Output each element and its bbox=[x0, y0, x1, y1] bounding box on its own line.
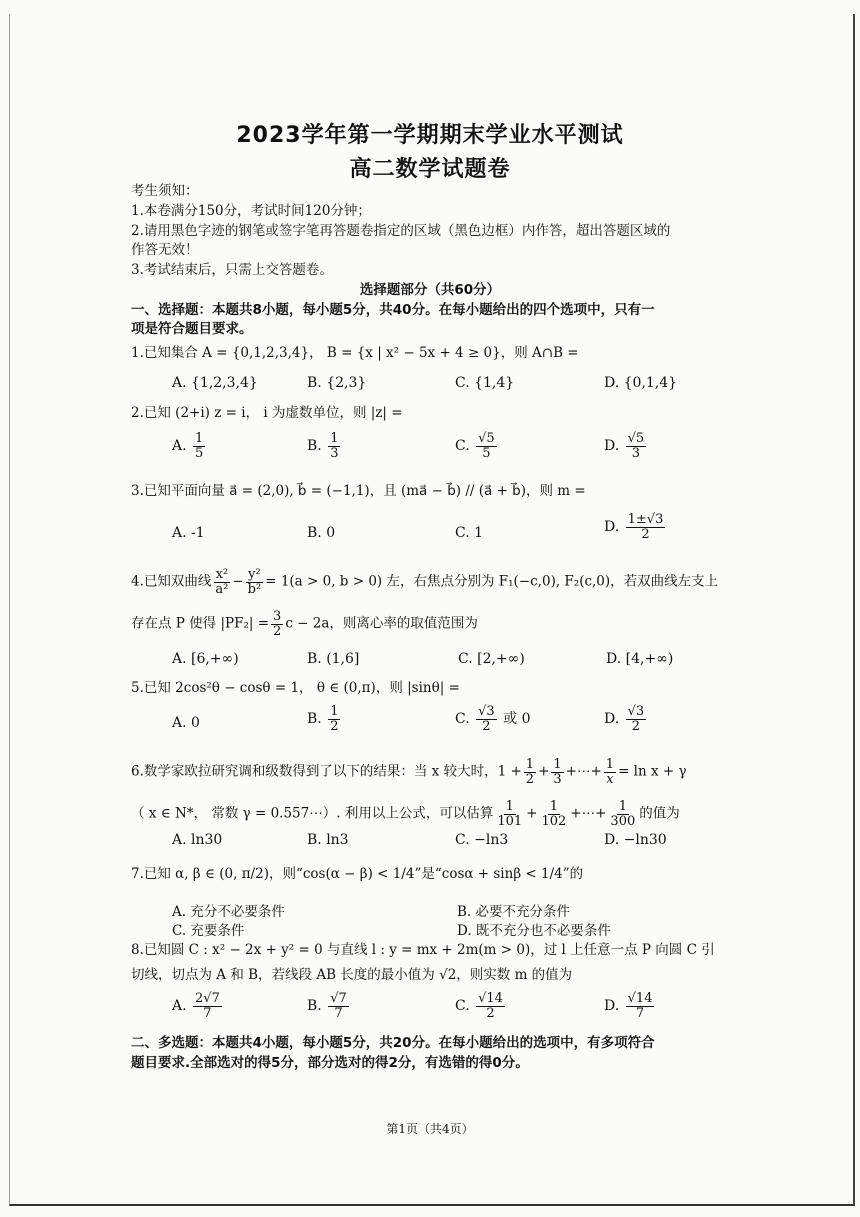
q8-option-b: B. $\frac{√7}{7}$ bbox=[307, 991, 347, 1021]
q1-option-a: A. {1,2,3,4} bbox=[172, 375, 258, 391]
q8-option-d: D. $\frac{√14}{7}$ bbox=[604, 991, 653, 1021]
q1-stem: 1.已知集合 A = {0,1,2,3,4}， B = {x | x² − 5x + 4 ≥ 0}，则 A∩B = bbox=[131, 345, 579, 361]
q4-option-b: B. (1,6] bbox=[307, 651, 360, 667]
q1-option-b: B. {2,3} bbox=[307, 375, 367, 391]
part2-line2: 题目要求.全部选对的得5分，部分选对的得2分，有选错的得0分。 bbox=[131, 1055, 529, 1071]
notice-3: 3.考试结束后，只需上交答题卷。 bbox=[131, 262, 333, 278]
q4-option-d: D. [4,+∞) bbox=[606, 651, 674, 667]
q2-option-d: D. $\frac{√5}{3}$ bbox=[604, 431, 645, 461]
part2-line1: 二、多选题：本题共4小题，每小题5分，共20分。在每小题给出的选项中，有多项符合 bbox=[131, 1035, 655, 1051]
q6-option-c: C. −ln3 bbox=[455, 832, 509, 848]
q5-stem: 5.已知 2cos²θ − cosθ = 1， θ ∈ (0,π)，则 |sinθ| = bbox=[131, 680, 460, 696]
q7-option-d: D. 既不充分也不必要条件 bbox=[457, 923, 611, 939]
part1-line2: 项是符合题目要求。 bbox=[131, 321, 253, 337]
q8-option-c: C. $\frac{√14}{2}$ bbox=[455, 991, 503, 1021]
q7-option-a: A. 充分不必要条件 bbox=[172, 904, 285, 920]
q3-option-a: A. -1 bbox=[172, 525, 205, 541]
notice-heading: 考生须知： bbox=[131, 183, 199, 199]
q6-option-d: D. −ln30 bbox=[604, 832, 667, 848]
exam-title: 2023学年第一学期期末学业水平测试 bbox=[236, 123, 624, 148]
q2-option-c: C. $\frac{√5}{5}$ bbox=[455, 431, 495, 461]
exam-subtitle: 高二数学试题卷 bbox=[349, 157, 511, 182]
q6-stem-line2: （ x ∈ N*， 常数 γ = 0.557⋯）. 利用以上公式，可以估算 $\frac{1}{101}$ + $\frac{1}{102}$ +⋯+ $\frac{1}{300}$ 的值为 bbox=[131, 799, 680, 829]
q5-option-c: C. $\frac{√3}{2}$ 或 0 bbox=[455, 704, 531, 734]
q3-option-b: B. 0 bbox=[307, 525, 336, 541]
q2-stem: 2.已知 (2+i) z = i， i 为虚数单位，则 |z| = bbox=[131, 405, 403, 421]
q7-option-c: C. 充要条件 bbox=[172, 923, 245, 939]
q6-stem-line1: 6.数学家欧拉研究调和级数得到了以下的结果：当 x 较大时，1 + $\frac{1}{2}$ + $\frac{1}{3}$ +⋯+ $\frac{1}{x}$ = ln x + γ bbox=[131, 757, 687, 787]
q4-stem-line2: 存在点 P 使得 |PF₂| = $\frac{3}{2}$ c − 2a，则离心率的取值范围为 bbox=[131, 609, 478, 639]
q3-stem: 3.已知平面向量 a⃗ = (2,0), b⃗ = (−1,1)，且 (ma⃗ − b⃗) // (a⃗ + b⃗)，则 m = bbox=[131, 483, 586, 499]
q2-option-a: A. $\frac{1}{5}$ bbox=[172, 431, 204, 461]
q8-stem-line2: 切线，切点为 A 和 B，若线段 AB 长度的最小值为 √2，则实数 m 的值为 bbox=[131, 967, 573, 983]
q7-stem: 7.已知 α, β ∈ (0, π/2)，则“cos(α − β) < 1/4”是“cosα + sinβ < 1/4”的 bbox=[131, 866, 584, 882]
q5-option-d: D. $\frac{√3}{2}$ bbox=[604, 704, 645, 734]
q4-stem-line1: 4.已知双曲线 $\frac{\text{x²}}{\text{a²}}$ − $\frac{\text{y²}}{\text{b²}}$ = 1(a > 0, b > 0) 左，右焦点分别为 F₁(−c,0), F₂(c,0)，若双曲线左支上 bbox=[131, 567, 719, 597]
q5-option-b: B. $\frac{1}{2}$ bbox=[307, 704, 339, 734]
q1-option-d: D. {0,1,4} bbox=[604, 375, 678, 391]
part1-line1: 一、选择题：本题共8小题，每小题5分，共40分。在每小题给出的四个选项中，只有一 bbox=[131, 302, 655, 318]
q8-option-a: A. $\frac{2√7}{7}$ bbox=[172, 991, 220, 1021]
q8-stem-line1: 8.已知圆 C : x² − 2x + y² = 0 与直线 l : y = mx + 2m(m > 0)，过 l 上任意一点 P 向圆 C 引 bbox=[131, 942, 715, 958]
q6-option-b: B. ln3 bbox=[307, 832, 349, 848]
q3-option-d: D. $\frac{1\pm√3}{2}$ bbox=[604, 512, 664, 542]
q6-option-a: A. ln30 bbox=[172, 832, 223, 848]
q2-option-b: B. $\frac{1}{3}$ bbox=[307, 431, 339, 461]
q1-option-c: C. {1,4} bbox=[455, 375, 515, 391]
section-title: 选择题部分（共60分） bbox=[359, 282, 501, 298]
q5-option-a: A. 0 bbox=[172, 715, 200, 731]
notice-2a: 2.请用黑色字迹的钢笔或签字笔再答题卷指定的区域（黑色边框）内作答，超出答题区域的 bbox=[131, 223, 671, 239]
q7-option-b: B. 必要不充分条件 bbox=[457, 904, 571, 920]
q4-option-a: A. [6,+∞) bbox=[172, 651, 239, 667]
q4-option-c: C. [2,+∞) bbox=[458, 651, 525, 667]
notice-2b: 作答无效！ bbox=[131, 242, 199, 258]
page-footer: 第1页（共4页） bbox=[386, 1122, 474, 1136]
notice-1: 1.本卷满分150分，考试时间120分钟； bbox=[131, 203, 371, 219]
q3-option-c: C. 1 bbox=[455, 525, 484, 541]
